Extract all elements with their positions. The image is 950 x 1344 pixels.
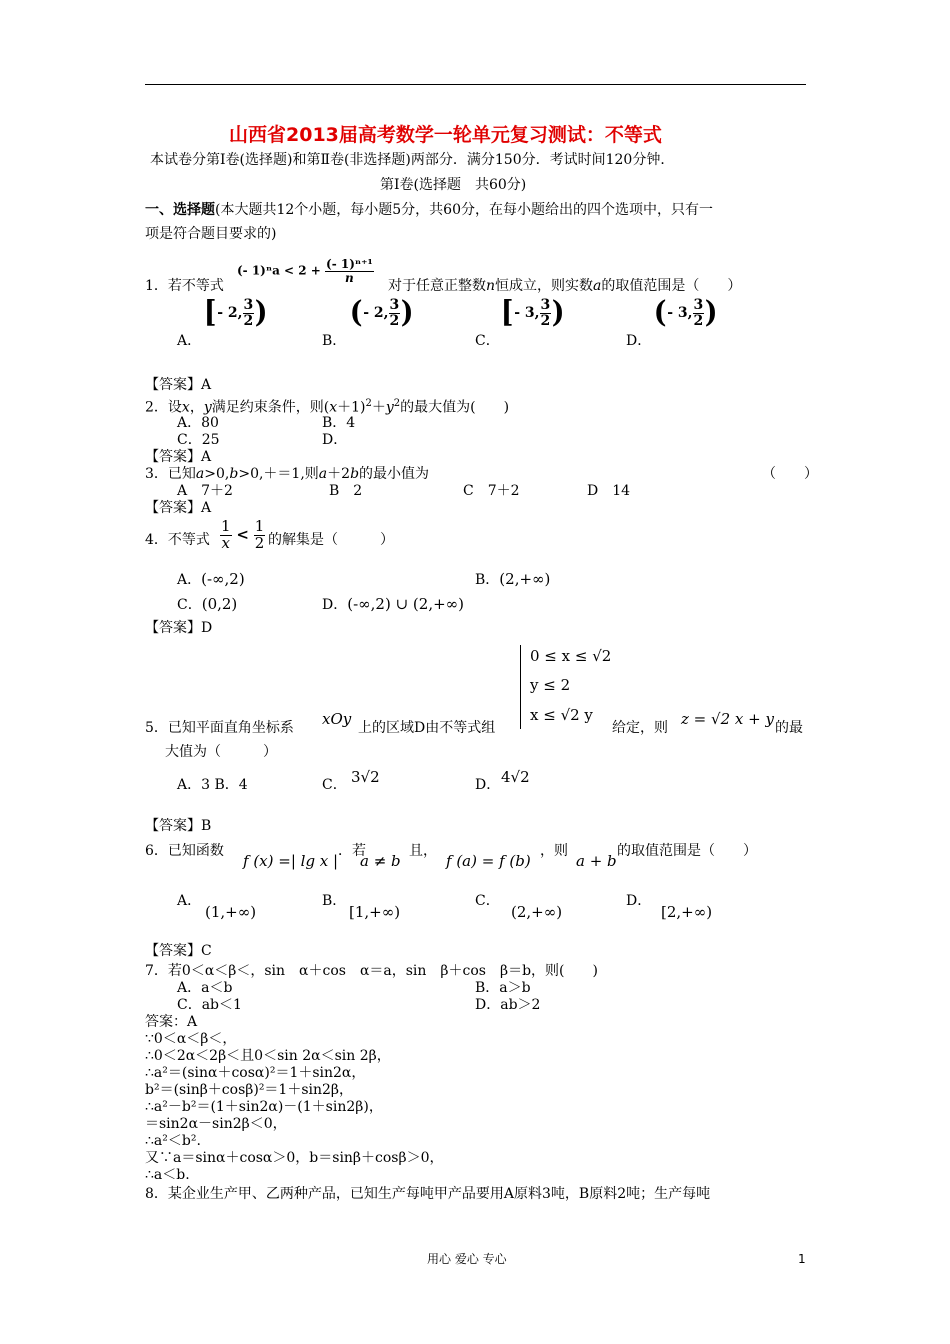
q1-a-close: ): [254, 295, 268, 331]
q6-qie: 且，: [409, 843, 437, 859]
q1-a-open: [: [203, 295, 217, 331]
q5-system-line3: x ≤ √2 y: [530, 706, 593, 724]
q3-gt0b: >0,＋＝1,则: [238, 466, 319, 482]
q1-c-num: 3: [540, 297, 551, 313]
q7-solution-line: ∴a²＜b².: [145, 1133, 201, 1149]
page-number: 1: [798, 1252, 806, 1266]
q1-inequality: [237, 258, 374, 284]
q1-d-lead: - 3,: [667, 305, 693, 322]
q4-left-frac: [220, 519, 232, 552]
q2-answer: 【答案】A: [145, 449, 212, 465]
q7-solution-line: ∴0＜2α＜2β＜且0＜sin 2α＜sin 2β，: [145, 1048, 391, 1064]
q2-sq: 2: [365, 398, 372, 409]
q3-option-d: D 14: [587, 483, 631, 499]
q5-stem-a: 5．已知平面直角坐标系: [145, 720, 294, 736]
q1-c-close: ): [551, 295, 565, 331]
q4-inequality: [220, 519, 265, 552]
q7-solution-line: ∴a²＝(sinα＋cosα)²＝1＋sin2α，: [145, 1065, 366, 1081]
q7-solution-line: ∴a²－b²＝(1＋sin2α)－(1＋sin2β)，: [145, 1099, 383, 1115]
q2-option-d: D．: [322, 432, 348, 448]
q7-option-c: C．ab＜1: [177, 997, 242, 1013]
q1-option-d-label: D．: [626, 333, 652, 349]
q5-xoy: xOy: [322, 710, 352, 728]
intro-text: 本试卷分第Ⅰ卷(选择题)和第Ⅱ卷(非选择题)两部分．满分150分．考试时间120分钟．: [150, 152, 675, 168]
q6-fa-eq-fb: f (a) = f (b): [446, 852, 531, 870]
section-description: (本大题共12个小题，每小题5分，共60分，在每小题给出的四个选项中，只有一: [215, 202, 713, 218]
q6-a-plus-b: a + b: [576, 852, 617, 870]
q4-option-d: [322, 595, 464, 615]
q1-c-frac: [540, 298, 552, 328]
section-description-line2: 项是符合题目要求的): [145, 226, 277, 242]
q2-x: x: [181, 399, 190, 416]
q4-c-val: (0,2): [201, 595, 238, 613]
q5-given: 给定，则: [612, 720, 668, 736]
q2-option-c: C．25: [177, 432, 220, 448]
q3-a2: a: [318, 466, 328, 482]
q4-rnum: 1: [254, 517, 265, 535]
q2-option-a: A．80: [177, 415, 219, 431]
q2-y2: y: [385, 399, 394, 416]
q1-text3: 的取值范围是（ ）: [601, 278, 742, 294]
q5-system-brace: [520, 645, 521, 729]
q6-option-b-label: B．: [322, 893, 347, 909]
q2-y: y: [203, 399, 212, 416]
q1-a-frac: [243, 298, 255, 328]
q1-option-d: [653, 295, 718, 331]
q1-a-den: 2: [243, 312, 254, 329]
q1-d-frac: [693, 298, 705, 328]
q2-comma: ，: [189, 399, 204, 416]
q4-d-label: D．: [322, 597, 348, 613]
q1-b-close: ): [400, 295, 414, 331]
q3-stem-a: 3．已知: [145, 466, 196, 482]
q1-d-num: 3: [693, 297, 704, 313]
q3-answer: 【答案】A: [145, 500, 212, 516]
q6-option-b-val: [1,+∞): [349, 903, 401, 921]
q4-b-val: (2,+∞): [499, 570, 551, 588]
q1-text2: 恒成立，则实数: [495, 278, 594, 294]
q6-ze: ，则: [540, 843, 568, 859]
q6-option-c-val: (2,+∞): [511, 903, 563, 921]
q5-tail: 的最: [775, 720, 803, 736]
section-title: 一、选择题: [145, 202, 215, 218]
q1-d-open: (: [653, 295, 667, 331]
q4-answer: 【答案】D: [145, 620, 213, 636]
q2-stem-e: 的最大值为( ): [400, 399, 510, 416]
q5-option-c-val: 3√2: [351, 768, 380, 786]
q1-option-b-label: B．: [322, 333, 347, 349]
q1-a: a: [593, 278, 602, 294]
q3-b: b: [229, 466, 239, 482]
q1-c-den: 2: [540, 312, 551, 329]
page-title: 山西省2013届高考数学一轮单元复习测试：不等式: [229, 124, 662, 146]
q2-stem-b: 满足约束条件，则(: [211, 399, 330, 416]
q5-system-line2: y ≤ 2: [530, 676, 571, 694]
q5-stem: [145, 720, 294, 738]
q7-solution-line: ∵0＜α＜β＜，: [145, 1031, 237, 1047]
q3-a: a: [195, 466, 205, 482]
q2-option-b: B．4: [322, 415, 356, 431]
q3-tail: 的最小值为: [359, 466, 430, 482]
q1-c-open: [: [500, 295, 514, 331]
part-heading: 第Ⅰ卷(选择题 共60分): [380, 177, 527, 193]
q4-rden: 2: [254, 533, 265, 552]
q4-option-a: [177, 570, 245, 590]
q4-option-b: [475, 570, 550, 590]
q1-d-close: ): [704, 295, 718, 331]
q6-function: f (x) =| lg x |: [243, 852, 339, 870]
q6-stem-a: 6．已知函数: [145, 843, 224, 859]
q7-solution-line: ＝sin2α－sin2β＜0，: [145, 1116, 287, 1132]
q1-a-lead: - 2,: [217, 305, 243, 322]
q5-option-d-val: 4√2: [501, 768, 530, 786]
q1-n: n: [486, 278, 496, 294]
q1-b-den: 2: [389, 312, 400, 329]
q1-a-num: 3: [243, 297, 254, 313]
q2-stem-c: ＋1): [337, 399, 366, 416]
q6-option-d-val: [2,+∞): [661, 903, 713, 921]
q3-option-b: B 2: [329, 483, 363, 499]
q1-option-a: [203, 295, 268, 331]
q6-option-c-label: C．: [475, 893, 500, 909]
q5-option-ab: A．3 B．4: [177, 777, 248, 793]
q1-option-c: [500, 295, 565, 331]
q2-x2: x: [329, 399, 338, 416]
q1-stem-rest: [388, 278, 741, 296]
q3-option-a: A 7＋2: [177, 483, 233, 499]
q1-answer: 【答案】A: [145, 377, 212, 393]
q1-d-den: 2: [693, 312, 704, 329]
q5-stem-b: 上的区域D由不等式组: [358, 720, 496, 736]
q4-lnum: 1: [221, 517, 231, 535]
q4-stem-tail: 的解集是（ ）: [268, 532, 394, 548]
q6-tail: 的取值范围是（ ）: [617, 843, 757, 859]
q3-option-c: C 7＋2: [463, 483, 520, 499]
q1-option-b: [349, 295, 414, 331]
q6-option-d-label: D．: [626, 893, 652, 909]
q3-b2: b: [350, 466, 360, 482]
q3-stem: [145, 466, 429, 484]
q4-option-c: [177, 595, 237, 615]
section-heading-line1: [145, 202, 713, 220]
q4-right-frac: [254, 519, 266, 552]
q8-stem: 8．某企业生产甲、乙两种产品，已知生产每吨甲产品要用A原料3吨，B原料2吨；生产每吨: [145, 1186, 711, 1202]
q4-b-label: B．: [475, 572, 500, 588]
q1-ineq-left: (- 1)ⁿa < 2 +: [237, 263, 321, 278]
q4-c-label: C．: [177, 597, 202, 613]
q1-b-num: 3: [389, 297, 400, 313]
q5-answer: 【答案】B: [145, 818, 212, 834]
q3-gt0a: >0,: [204, 466, 230, 482]
q1-ineq-den: n: [345, 270, 354, 285]
q7-option-b: B．a＞b: [475, 980, 531, 996]
q1-b-lead: - 2,: [363, 305, 389, 322]
q5-system-line1: 0 ≤ x ≤ √2: [530, 647, 612, 665]
q7-solution-line: ∴a＜b.: [145, 1167, 190, 1183]
q3-paren: （ ）: [762, 466, 818, 482]
q5-line2: 大值为（ ）: [165, 744, 277, 760]
q7-answer: 答案：A: [145, 1014, 198, 1030]
q1-text: 对于任意正整数: [388, 278, 486, 294]
q5-option-c-label: C．: [322, 777, 347, 793]
q7-solution-line: b²＝(sinβ＋cosβ)²＝1＋sin2β，: [145, 1082, 354, 1098]
q1-option-c-label: C．: [475, 333, 500, 349]
header-rule: [145, 84, 806, 85]
q6-ruo: ．若: [338, 843, 366, 859]
q7-option-d: D．ab＞2: [475, 997, 541, 1013]
q1-b-open: (: [349, 295, 363, 331]
q4-d-val: (-∞,2) ∪ (2,+∞): [347, 595, 464, 613]
q4-a-val: (-∞,2): [201, 570, 245, 588]
q1-b-frac: [389, 298, 401, 328]
q4-stem-a: 4．不等式: [145, 532, 210, 548]
q4-lden: x: [221, 533, 230, 552]
q4-lt: <: [236, 525, 249, 544]
q6-option-a-label: A．: [177, 893, 202, 909]
q2-stem-a: 2．设: [145, 399, 182, 416]
q7-stem: 7．若0＜α＜β＜，sin α＋cos α＝a，sin β＋cos β＝b，则( ): [145, 963, 598, 979]
q6-answer: 【答案】C: [145, 943, 212, 959]
footer-motto: 用心 爱心 专心: [427, 1252, 507, 1266]
q4-a-label: A．: [177, 572, 202, 588]
q6-option-a-val: (1,+∞): [205, 903, 257, 921]
q5-objective: z = √2 x + y: [681, 710, 774, 728]
q3-plus2b: ＋2: [327, 466, 351, 482]
q1-ineq-num: (- 1)ⁿ⁺¹: [326, 257, 373, 271]
q1-option-a-label: A．: [177, 333, 202, 349]
q1-stem-num: 1．若不等式: [145, 278, 224, 294]
q6-a-ne-b: a ≠ b: [360, 852, 401, 870]
q7-solution-line: 又∵a＝sinα＋cosα＞0，b＝sinβ＋cosβ＞0，: [145, 1150, 444, 1166]
q2-sq2: 2: [393, 398, 401, 409]
q7-option-a: A．a＜b: [177, 980, 233, 996]
q5-option-d-label: D．: [475, 777, 501, 793]
q1-c-lead: - 3,: [514, 305, 540, 322]
q2-stem-d: ＋: [371, 399, 386, 416]
q1-ineq-fraction: [325, 258, 374, 284]
